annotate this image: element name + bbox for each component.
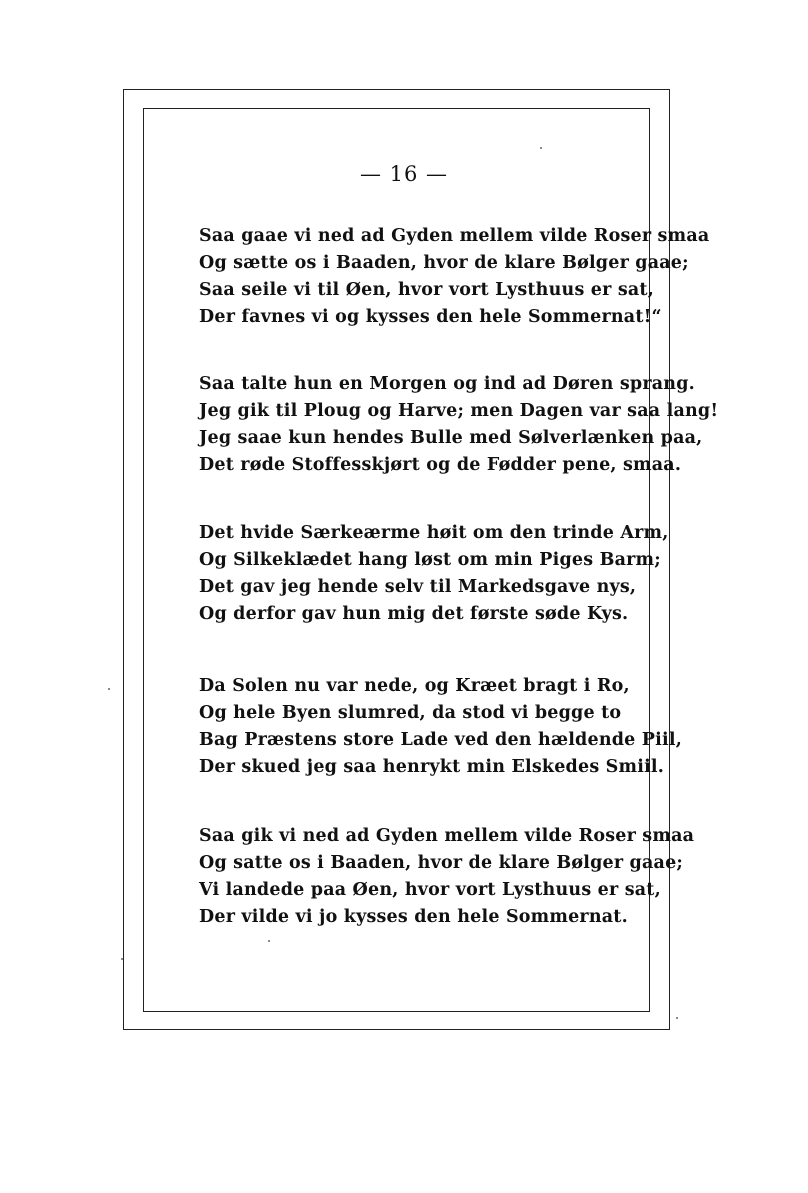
page-number: — 16 — xyxy=(359,162,449,186)
verse-line: Saa seile vi til Øen, hvor vort Lysthuus er sat, xyxy=(199,280,655,300)
paper-speck xyxy=(540,147,542,149)
stanza-1 xyxy=(199,223,710,331)
verse-line: Der skued jeg saa henrykt min Elskedes Smiil. xyxy=(199,757,665,777)
verse-line: Bag Præstens store Lade ved den hældende Piil, xyxy=(199,730,683,750)
verse-line: Der vilde vi jo kysses den hele Sommernat. xyxy=(199,907,628,927)
verse-line: Og hele Byen slumred, da stod vi begge to xyxy=(199,703,622,723)
verse-line: Jeg gik til Ploug og Harve; men Dagen var saa lang! xyxy=(199,401,719,421)
verse-line: Og sætte os i Baaden, hvor de klare Bølger gaae; xyxy=(199,253,689,273)
stanza-2 xyxy=(199,371,719,479)
verse-line: Da Solen nu var nede, og Kræet bragt i Ro, xyxy=(199,676,630,696)
stanza-5 xyxy=(199,823,695,931)
verse-line: Og derfor gav hun mig det første søde Kys. xyxy=(199,604,629,624)
verse-line: Saa talte hun en Morgen og ind ad Døren sprang. xyxy=(199,374,695,394)
verse-line: Og Silkeklædet hang løst om min Piges Barm; xyxy=(199,550,661,570)
stanza-4 xyxy=(199,673,683,781)
verse-line: Det hvide Særkeærme høit om den trinde Arm, xyxy=(199,523,669,543)
verse-line: Saa gik vi ned ad Gyden mellem vilde Roser smaa xyxy=(199,826,695,846)
verse-line: Saa gaae vi ned ad Gyden mellem vilde Roser smaa xyxy=(199,226,710,246)
paper-speck xyxy=(676,1017,678,1019)
stanza-3 xyxy=(199,520,669,628)
verse-line: Vi landede paa Øen, hvor vort Lysthuus er sat, xyxy=(199,880,661,900)
paper-speck xyxy=(108,688,110,690)
paper-speck xyxy=(121,958,123,960)
verse-line: Det røde Stoffesskjørt og de Fødder pene, smaa. xyxy=(199,455,682,475)
verse-line: Der favnes vi og kysses den hele Sommernat!“ xyxy=(199,307,662,327)
verse-line: Jeg saae kun hendes Bulle med Sølverlænken paa, xyxy=(199,428,703,448)
verse-line: Og satte os i Baaden, hvor de klare Bølger gaae; xyxy=(199,853,684,873)
paper-speck xyxy=(268,940,270,942)
verse-line: Det gav jeg hende selv til Markedsgave nys, xyxy=(199,577,637,597)
